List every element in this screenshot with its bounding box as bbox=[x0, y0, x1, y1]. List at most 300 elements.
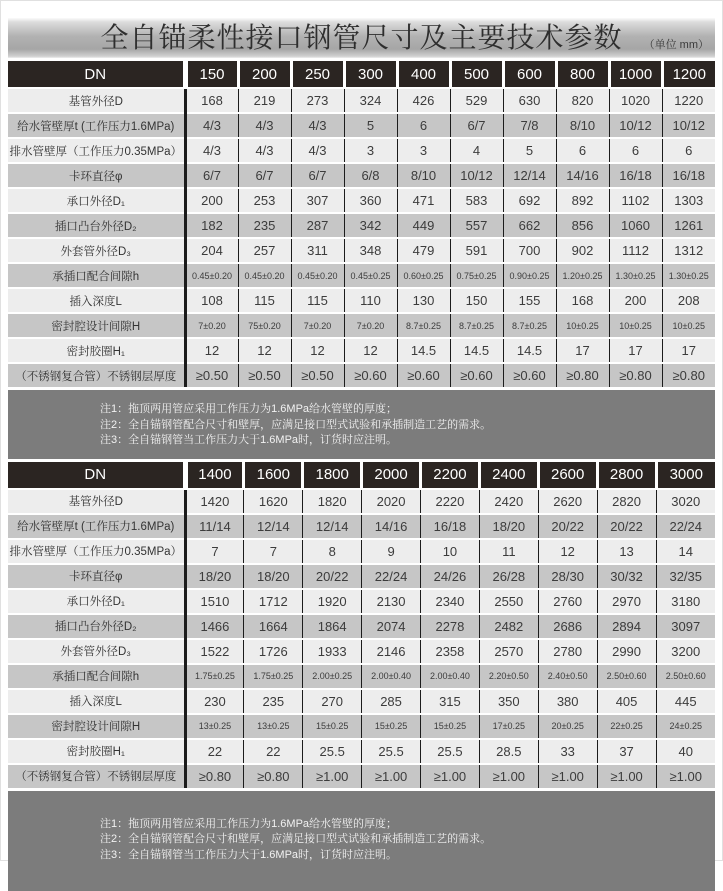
value-cell: 20/22 bbox=[597, 514, 656, 539]
table-row bbox=[8, 639, 715, 664]
value-cell: 3097 bbox=[656, 614, 715, 639]
value-cell: 25.5 bbox=[421, 739, 480, 764]
value-cell: 25.5 bbox=[362, 739, 421, 764]
value-cell: 5 bbox=[503, 138, 556, 163]
table-row bbox=[8, 764, 715, 788]
value-cell: 8.7±0.25 bbox=[397, 313, 450, 338]
value-cell: 2020 bbox=[362, 489, 421, 514]
note-line: 注3：全自锚钢管当工作压力大于1.6MPa时，订货时应注明。 bbox=[100, 848, 705, 864]
table-row bbox=[8, 288, 715, 313]
value-cell: 6/7 bbox=[185, 163, 238, 188]
row-label: 排水管壁厚（工作压力0.35MPa） bbox=[8, 138, 185, 163]
value-cell: 4/3 bbox=[238, 138, 291, 163]
row-label: 密封胶圈H₁ bbox=[8, 739, 185, 764]
value-cell: 3020 bbox=[656, 489, 715, 514]
value-cell: 14/16 bbox=[362, 514, 421, 539]
value-cell: ≥1.00 bbox=[362, 764, 421, 788]
dn-size-header-cell: 200 bbox=[238, 61, 291, 88]
value-cell: 360 bbox=[344, 188, 397, 213]
value-cell: 8/10 bbox=[556, 113, 609, 138]
value-cell: 3 bbox=[397, 138, 450, 163]
value-cell: 108 bbox=[185, 288, 238, 313]
value-cell: 11 bbox=[479, 539, 538, 564]
value-cell: 1510 bbox=[185, 589, 244, 614]
value-cell: 4/3 bbox=[291, 138, 344, 163]
value-cell: 6/7 bbox=[238, 163, 291, 188]
table-row bbox=[8, 338, 715, 363]
value-cell: 24/26 bbox=[421, 564, 480, 589]
value-cell: 28.5 bbox=[479, 739, 538, 764]
value-cell: 449 bbox=[397, 213, 450, 238]
page bbox=[8, 18, 715, 891]
notes-block-1 bbox=[8, 390, 715, 459]
value-cell: 12/14 bbox=[303, 514, 362, 539]
value-cell: 7/8 bbox=[503, 113, 556, 138]
value-cell: 15±0.25 bbox=[421, 714, 480, 739]
value-cell: 16/18 bbox=[662, 163, 715, 188]
value-cell: 12 bbox=[538, 539, 597, 564]
value-cell: 22/24 bbox=[362, 564, 421, 589]
value-cell: 2130 bbox=[362, 589, 421, 614]
value-cell: 115 bbox=[238, 288, 291, 313]
dn-size-header-cell: 250 bbox=[291, 61, 344, 88]
value-cell: ≥0.50 bbox=[291, 363, 344, 387]
table-row bbox=[8, 614, 715, 639]
value-cell: 4/3 bbox=[238, 113, 291, 138]
value-cell: 6/7 bbox=[291, 163, 344, 188]
value-cell: 12 bbox=[291, 338, 344, 363]
table-section-1 bbox=[8, 61, 715, 459]
value-cell: ≥0.60 bbox=[503, 363, 556, 387]
value-cell: 20±0.25 bbox=[538, 714, 597, 739]
table-row bbox=[8, 263, 715, 288]
value-cell: 0.45±0.20 bbox=[291, 263, 344, 288]
value-cell: 253 bbox=[238, 188, 291, 213]
value-cell: 591 bbox=[450, 238, 503, 263]
value-cell: ≥1.00 bbox=[421, 764, 480, 788]
dn-size-header-cell: 1400 bbox=[185, 462, 244, 489]
value-cell: 692 bbox=[503, 188, 556, 213]
value-cell: 380 bbox=[538, 689, 597, 714]
value-cell: ≥0.80 bbox=[662, 363, 715, 387]
value-cell: 7±0.20 bbox=[344, 313, 397, 338]
value-cell: 0.90±0.25 bbox=[503, 263, 556, 288]
value-cell: ≥1.00 bbox=[479, 764, 538, 788]
value-cell: 168 bbox=[556, 288, 609, 313]
value-cell: 17 bbox=[556, 338, 609, 363]
value-cell: 10/12 bbox=[450, 163, 503, 188]
value-cell: 13±0.25 bbox=[185, 714, 244, 739]
value-cell: 2340 bbox=[421, 589, 480, 614]
value-cell: 14.5 bbox=[397, 338, 450, 363]
row-label: 卡环直径φ bbox=[8, 564, 185, 589]
value-cell: 13±0.25 bbox=[244, 714, 303, 739]
row-label: 外套管外径D₃ bbox=[8, 238, 185, 263]
value-cell: 4/3 bbox=[185, 138, 238, 163]
value-cell: 1933 bbox=[303, 639, 362, 664]
table-row bbox=[8, 88, 715, 113]
value-cell: 2220 bbox=[421, 489, 480, 514]
value-cell: 12 bbox=[344, 338, 397, 363]
dn-size-header-cell: 2600 bbox=[538, 462, 597, 489]
value-cell: 2074 bbox=[362, 614, 421, 639]
value-cell: 6 bbox=[556, 138, 609, 163]
row-label: 外套管外径D₃ bbox=[8, 639, 185, 664]
dn-size-header-cell: 600 bbox=[503, 61, 556, 88]
value-cell: 1312 bbox=[662, 238, 715, 263]
row-label: 给水管壁厚t (工作压力1.6MPa) bbox=[8, 514, 185, 539]
value-cell: 1020 bbox=[609, 88, 662, 113]
row-label: 插口凸台外径D₂ bbox=[8, 213, 185, 238]
value-cell: 30/32 bbox=[597, 564, 656, 589]
value-cell: 2620 bbox=[538, 489, 597, 514]
value-cell: 2482 bbox=[479, 614, 538, 639]
value-cell: 1664 bbox=[244, 614, 303, 639]
value-cell: 2970 bbox=[597, 589, 656, 614]
value-cell: 307 bbox=[291, 188, 344, 213]
table-row bbox=[8, 238, 715, 263]
table-row bbox=[8, 113, 715, 138]
note-line: 注1：拖顶两用管应采用工作压力为1.6MPa给水管壁的厚度； bbox=[100, 402, 705, 418]
value-cell: ≥0.60 bbox=[344, 363, 397, 387]
value-cell: 1112 bbox=[609, 238, 662, 263]
value-cell: 12/14 bbox=[503, 163, 556, 188]
row-label: 排水管壁厚（工作压力0.35MPa） bbox=[8, 539, 185, 564]
value-cell: 445 bbox=[656, 689, 715, 714]
table-row bbox=[8, 689, 715, 714]
value-cell: 700 bbox=[503, 238, 556, 263]
value-cell: 2.20±0.50 bbox=[479, 664, 538, 689]
value-cell: 4/3 bbox=[291, 113, 344, 138]
dn-size-header-cell: 500 bbox=[450, 61, 503, 88]
value-cell: 2.00±0.40 bbox=[421, 664, 480, 689]
value-cell: 6/7 bbox=[450, 113, 503, 138]
value-cell: 32/35 bbox=[656, 564, 715, 589]
value-cell: 1.75±0.25 bbox=[185, 664, 244, 689]
value-cell: 208 bbox=[662, 288, 715, 313]
table-row bbox=[8, 489, 715, 514]
value-cell: 583 bbox=[450, 188, 503, 213]
value-cell: 1303 bbox=[662, 188, 715, 213]
value-cell: 1.30±0.25 bbox=[609, 263, 662, 288]
value-cell: 2.50±0.60 bbox=[656, 664, 715, 689]
value-cell: 14/16 bbox=[556, 163, 609, 188]
dn-size-header-cell: 2200 bbox=[421, 462, 480, 489]
value-cell: 28/30 bbox=[538, 564, 597, 589]
value-cell: 892 bbox=[556, 188, 609, 213]
row-label: 承插口配合间隙h bbox=[8, 664, 185, 689]
value-cell: 2820 bbox=[597, 489, 656, 514]
value-cell: 7±0.20 bbox=[291, 313, 344, 338]
table-row bbox=[8, 739, 715, 764]
row-label: （不锈钢复合管）不锈钢层厚度 bbox=[8, 764, 185, 788]
value-cell: 1712 bbox=[244, 589, 303, 614]
value-cell: 18/20 bbox=[244, 564, 303, 589]
value-cell: 0.45±0.25 bbox=[344, 263, 397, 288]
value-cell: 2420 bbox=[479, 489, 538, 514]
value-cell: 6 bbox=[609, 138, 662, 163]
value-cell: 1920 bbox=[303, 589, 362, 614]
value-cell: ≥0.80 bbox=[556, 363, 609, 387]
row-label: 卡环直径φ bbox=[8, 163, 185, 188]
value-cell: 324 bbox=[344, 88, 397, 113]
dn-size-header-cell: 300 bbox=[344, 61, 397, 88]
value-cell: 14.5 bbox=[450, 338, 503, 363]
value-cell: 15±0.25 bbox=[362, 714, 421, 739]
value-cell: 115 bbox=[291, 288, 344, 313]
value-cell: 10/12 bbox=[609, 113, 662, 138]
value-cell: 230 bbox=[185, 689, 244, 714]
value-cell: ≥1.00 bbox=[597, 764, 656, 788]
value-cell: 350 bbox=[479, 689, 538, 714]
dn-size-header-cell: 2000 bbox=[362, 462, 421, 489]
dn-size-header-cell: 400 bbox=[397, 61, 450, 88]
row-label: 给水管壁厚t (工作压力1.6MPa) bbox=[8, 113, 185, 138]
value-cell: 168 bbox=[185, 88, 238, 113]
value-cell: 285 bbox=[362, 689, 421, 714]
value-cell: 270 bbox=[303, 689, 362, 714]
value-cell: 16/18 bbox=[609, 163, 662, 188]
value-cell: ≥0.80 bbox=[185, 764, 244, 788]
value-cell: 6 bbox=[662, 138, 715, 163]
value-cell: 311 bbox=[291, 238, 344, 263]
value-cell: 200 bbox=[185, 188, 238, 213]
value-cell: 2780 bbox=[538, 639, 597, 664]
value-cell: 16/18 bbox=[421, 514, 480, 539]
value-cell: 2.40±0.50 bbox=[538, 664, 597, 689]
dn-size-header-cell: 150 bbox=[185, 61, 238, 88]
value-cell: 22 bbox=[185, 739, 244, 764]
note-line: 注1：拖顶两用管应采用工作压力为1.6MPa给水管壁的厚度； bbox=[100, 817, 705, 833]
value-cell: 20/22 bbox=[303, 564, 362, 589]
table-row bbox=[8, 539, 715, 564]
value-cell: 6 bbox=[397, 113, 450, 138]
value-cell: 315 bbox=[421, 689, 480, 714]
value-cell: 14.5 bbox=[503, 338, 556, 363]
dn-size-header-cell: 1600 bbox=[244, 462, 303, 489]
notes-block-2 bbox=[8, 791, 715, 891]
value-cell: 0.60±0.25 bbox=[397, 263, 450, 288]
value-cell: 10/12 bbox=[662, 113, 715, 138]
value-cell: 529 bbox=[450, 88, 503, 113]
value-cell: 3 bbox=[344, 138, 397, 163]
value-cell: 7 bbox=[185, 539, 244, 564]
value-cell: 405 bbox=[597, 689, 656, 714]
dn-header-cell: DN bbox=[8, 462, 185, 489]
value-cell: 479 bbox=[397, 238, 450, 263]
value-cell: 2550 bbox=[479, 589, 538, 614]
value-cell: 219 bbox=[238, 88, 291, 113]
value-cell: 557 bbox=[450, 213, 503, 238]
row-label: 承口外径D₁ bbox=[8, 589, 185, 614]
value-cell: 1261 bbox=[662, 213, 715, 238]
value-cell: 7 bbox=[244, 539, 303, 564]
value-cell: 130 bbox=[397, 288, 450, 313]
pipe-spec-table-1 bbox=[8, 61, 715, 387]
dn-size-header-cell: 2800 bbox=[597, 462, 656, 489]
value-cell: 630 bbox=[503, 88, 556, 113]
value-cell: 12 bbox=[238, 338, 291, 363]
value-cell: 200 bbox=[609, 288, 662, 313]
table-row bbox=[8, 163, 715, 188]
value-cell: 1466 bbox=[185, 614, 244, 639]
value-cell: ≥0.50 bbox=[185, 363, 238, 387]
value-cell: 14 bbox=[656, 539, 715, 564]
dn-size-header-cell: 1000 bbox=[609, 61, 662, 88]
value-cell: 8.7±0.25 bbox=[450, 313, 503, 338]
value-cell: 8/10 bbox=[397, 163, 450, 188]
value-cell: 33 bbox=[538, 739, 597, 764]
row-label: 基管外径D bbox=[8, 88, 185, 113]
dn-size-header-cell: 800 bbox=[556, 61, 609, 88]
value-cell: 1.30±0.25 bbox=[662, 263, 715, 288]
value-cell: 1.20±0.25 bbox=[556, 263, 609, 288]
value-cell: 0.45±0.20 bbox=[238, 263, 291, 288]
value-cell: 110 bbox=[344, 288, 397, 313]
value-cell: 40 bbox=[656, 739, 715, 764]
value-cell: 9 bbox=[362, 539, 421, 564]
value-cell: 75±0.20 bbox=[238, 313, 291, 338]
value-cell: 22 bbox=[244, 739, 303, 764]
value-cell: 18/20 bbox=[479, 514, 538, 539]
value-cell: 471 bbox=[397, 188, 450, 213]
value-cell: 17 bbox=[609, 338, 662, 363]
value-cell: 2146 bbox=[362, 639, 421, 664]
value-cell: 273 bbox=[291, 88, 344, 113]
value-cell: 2.00±0.40 bbox=[362, 664, 421, 689]
value-cell: ≥1.00 bbox=[538, 764, 597, 788]
value-cell: 17±0.25 bbox=[479, 714, 538, 739]
value-cell: 1820 bbox=[303, 489, 362, 514]
value-cell: 25.5 bbox=[303, 739, 362, 764]
value-cell: 17 bbox=[662, 338, 715, 363]
value-cell: 13 bbox=[597, 539, 656, 564]
value-cell: 11/14 bbox=[185, 514, 244, 539]
row-label: 密封腔设计间隙H bbox=[8, 313, 185, 338]
value-cell: 257 bbox=[238, 238, 291, 263]
value-cell: 3200 bbox=[656, 639, 715, 664]
note-line: 注3：全自锚钢管当工作压力大于1.6MPa时，订货时应注明。 bbox=[100, 433, 705, 449]
table-row bbox=[8, 564, 715, 589]
table-row bbox=[8, 188, 715, 213]
value-cell: 20/22 bbox=[538, 514, 597, 539]
value-cell: 820 bbox=[556, 88, 609, 113]
value-cell: 1102 bbox=[609, 188, 662, 213]
value-cell: 348 bbox=[344, 238, 397, 263]
row-label: 基管外径D bbox=[8, 489, 185, 514]
value-cell: ≥0.80 bbox=[244, 764, 303, 788]
table-row bbox=[8, 714, 715, 739]
value-cell: 235 bbox=[238, 213, 291, 238]
dn-header-cell: DN bbox=[8, 61, 185, 88]
value-cell: ≥1.00 bbox=[303, 764, 362, 788]
value-cell: 8.7±0.25 bbox=[503, 313, 556, 338]
value-cell: 2990 bbox=[597, 639, 656, 664]
value-cell: 2358 bbox=[421, 639, 480, 664]
value-cell: ≥0.50 bbox=[238, 363, 291, 387]
row-label: 密封腔设计间隙H bbox=[8, 714, 185, 739]
dn-size-header-cell: 3000 bbox=[656, 462, 715, 489]
table-row bbox=[8, 589, 715, 614]
table-row bbox=[8, 138, 715, 163]
table-section-2 bbox=[8, 462, 715, 891]
row-label: 承插口配合间隙h bbox=[8, 263, 185, 288]
value-cell: 3180 bbox=[656, 589, 715, 614]
value-cell: 10±0.25 bbox=[556, 313, 609, 338]
page-title: 全自锚柔性接口钢管尺寸及主要技术参数 bbox=[100, 18, 622, 58]
value-cell: 5 bbox=[344, 113, 397, 138]
dn-size-header-cell: 1800 bbox=[303, 462, 362, 489]
table-row bbox=[8, 213, 715, 238]
value-cell: 182 bbox=[185, 213, 238, 238]
value-cell: 12 bbox=[185, 338, 238, 363]
value-cell: 1726 bbox=[244, 639, 303, 664]
title-bar bbox=[8, 18, 715, 58]
value-cell: 26/28 bbox=[479, 564, 538, 589]
row-label: 密封胶圈H₁ bbox=[8, 338, 185, 363]
value-cell: ≥0.80 bbox=[609, 363, 662, 387]
value-cell: 2760 bbox=[538, 589, 597, 614]
note-line: 注2：全自锚钢管配合尺寸和壁厚，应满足接口型式试验和承插制造工艺的需求。 bbox=[100, 832, 705, 848]
value-cell: 37 bbox=[597, 739, 656, 764]
value-cell: 22±0.25 bbox=[597, 714, 656, 739]
row-label: 插口凸台外径D₂ bbox=[8, 614, 185, 639]
unit-label: （单位 mm） bbox=[644, 36, 709, 52]
value-cell: 2278 bbox=[421, 614, 480, 639]
value-cell: ≥0.60 bbox=[397, 363, 450, 387]
value-cell: 1522 bbox=[185, 639, 244, 664]
value-cell: 287 bbox=[291, 213, 344, 238]
value-cell: 342 bbox=[344, 213, 397, 238]
value-cell: 1060 bbox=[609, 213, 662, 238]
value-cell: 7±0.20 bbox=[185, 313, 238, 338]
value-cell: 6/8 bbox=[344, 163, 397, 188]
note-line: 注2：全自锚钢管配合尺寸和壁厚，应满足接口型式试验和承插制造工艺的需求。 bbox=[100, 418, 705, 434]
table-row bbox=[8, 664, 715, 689]
value-cell: 10±0.25 bbox=[609, 313, 662, 338]
pipe-spec-table-2 bbox=[8, 462, 715, 788]
value-cell: 2.50±0.60 bbox=[597, 664, 656, 689]
row-label: 承口外径D₁ bbox=[8, 188, 185, 213]
value-cell: 150 bbox=[450, 288, 503, 313]
value-cell: 4/3 bbox=[185, 113, 238, 138]
value-cell: 18/20 bbox=[185, 564, 244, 589]
value-cell: ≥1.00 bbox=[656, 764, 715, 788]
row-label: （不锈钢复合管）不锈钢层厚度 bbox=[8, 363, 185, 387]
value-cell: 15±0.25 bbox=[303, 714, 362, 739]
value-cell: 155 bbox=[503, 288, 556, 313]
value-cell: 2570 bbox=[479, 639, 538, 664]
value-cell: 426 bbox=[397, 88, 450, 113]
value-cell: 1220 bbox=[662, 88, 715, 113]
table-row bbox=[8, 313, 715, 338]
value-cell: 10±0.25 bbox=[662, 313, 715, 338]
value-cell: 235 bbox=[244, 689, 303, 714]
value-cell: 856 bbox=[556, 213, 609, 238]
row-label: 插入深度L bbox=[8, 288, 185, 313]
value-cell: 2.00±0.25 bbox=[303, 664, 362, 689]
row-label: 插入深度L bbox=[8, 689, 185, 714]
value-cell: 8 bbox=[303, 539, 362, 564]
value-cell: 1620 bbox=[244, 489, 303, 514]
dn-size-header-cell: 1200 bbox=[662, 61, 715, 88]
table-row bbox=[8, 363, 715, 387]
value-cell: 0.75±0.25 bbox=[450, 263, 503, 288]
value-cell: 1.75±0.25 bbox=[244, 664, 303, 689]
value-cell: 1864 bbox=[303, 614, 362, 639]
value-cell: 1420 bbox=[185, 489, 244, 514]
value-cell: ≥0.60 bbox=[450, 363, 503, 387]
